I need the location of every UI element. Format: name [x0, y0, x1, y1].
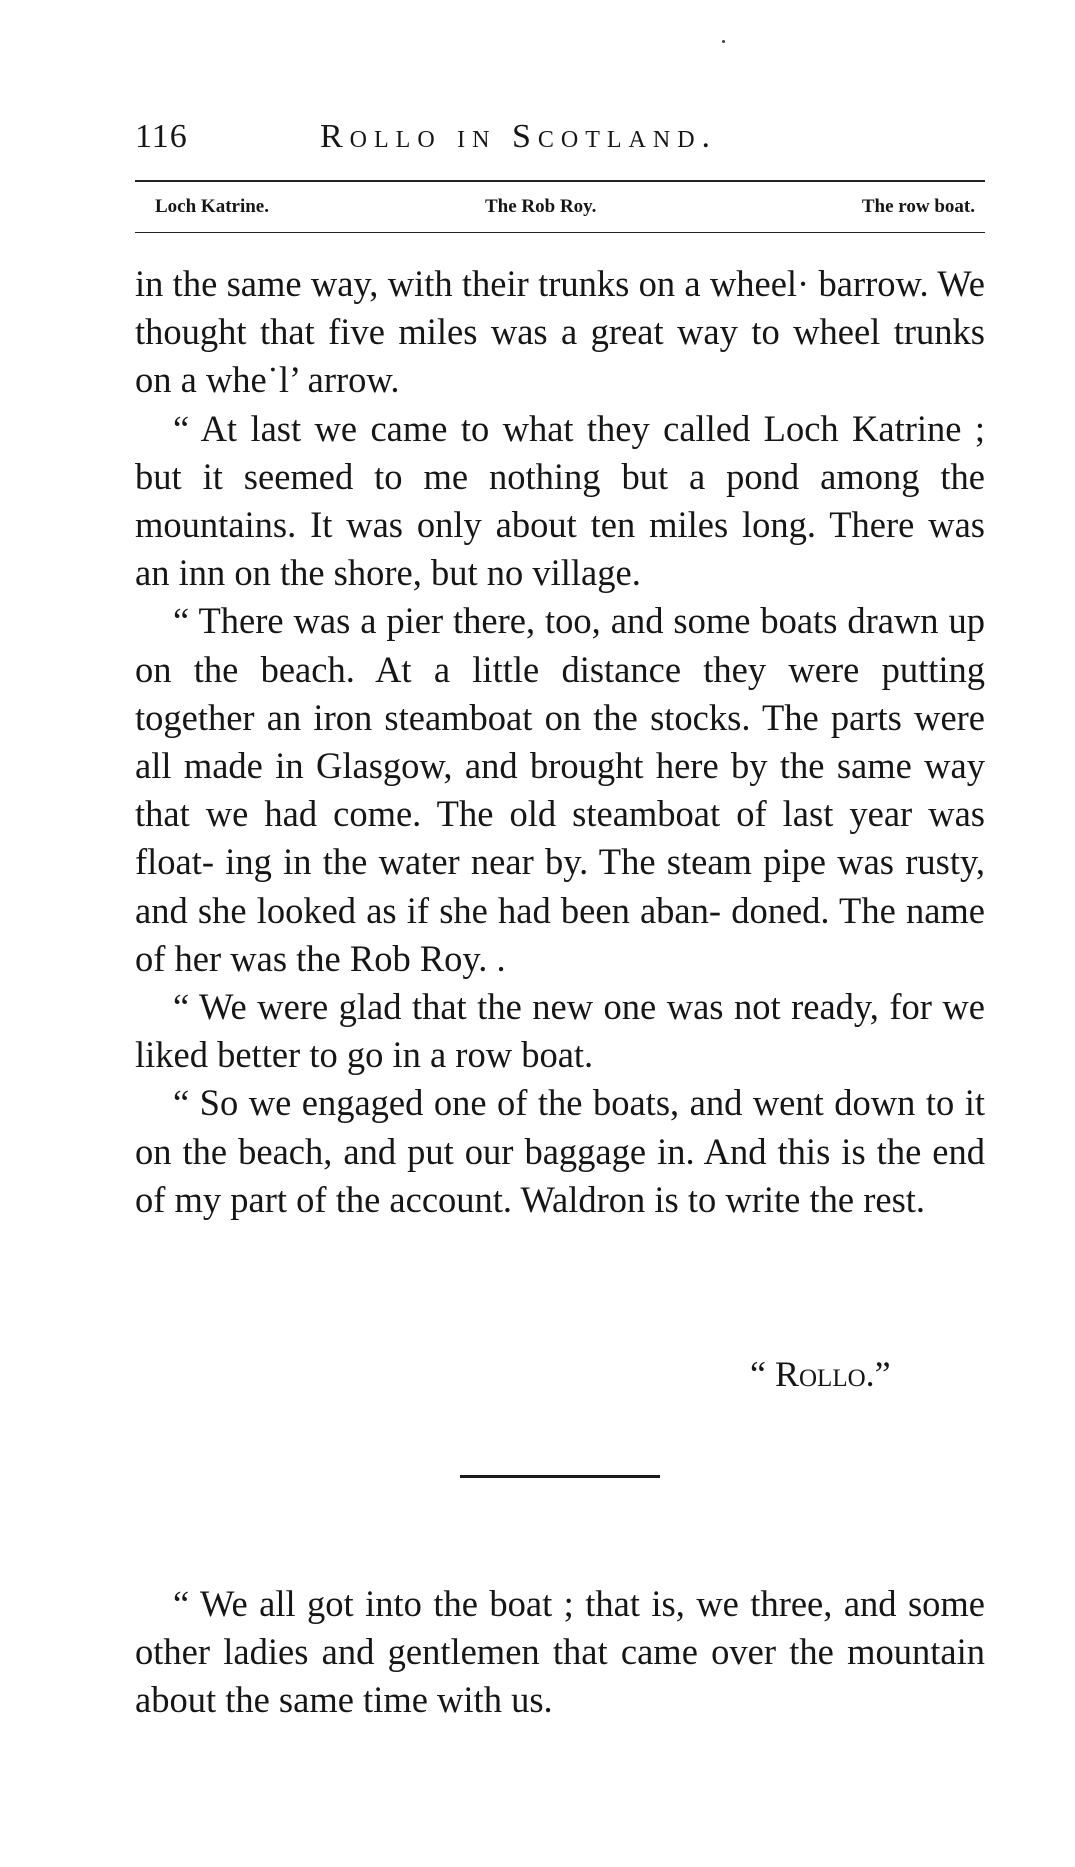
paragraph: “ We all got into the boat ; that is, we three, and some other ladies and gentlemen that came over the mountain about the same time with us.	[135, 1583, 985, 1721]
narrative-text	[135, 1580, 985, 1725]
paragraph: “ At last we came to what they called Loch Katrine ; but it seemed to me nothing but a pond among the mountains. It was only about ten miles long. There was an inn on the shore, but no village.	[135, 407, 985, 594]
letter-signature: “ Rollo.”	[750, 1354, 891, 1394]
section-divider	[460, 1475, 660, 1478]
paragraph: in the same way, with their trunks on a wheel· barrow. We thought that five miles was a great way to wheel trunks on a whe˙l’ arrow.	[135, 263, 985, 401]
header-rule-top	[135, 180, 985, 182]
letter-text	[135, 260, 985, 1224]
print-speck	[722, 40, 725, 43]
topic-headings	[155, 196, 975, 226]
paragraph: “ We were glad that the new one was not ready, for we liked better to go in a row boat.	[135, 986, 985, 1076]
header-rule-bottom	[135, 232, 985, 233]
book-title: Rollo in Scotland.	[320, 118, 718, 155]
paragraph: “ There was a pier there, too, and some boats drawn up on the beach. At a little distance they were putting together an iron steamboat on the stocks. The parts were all made in Glasgow, and brought here by the same way that we had come. The old steamboat of last year was float- ing in the water near by. The steam pipe was rusty, and she looked as if she had been aban- doned. The name of her was the Rob Roy. .	[135, 600, 985, 979]
page-number: 116	[135, 118, 188, 155]
topic-heading: Loch Katrine.	[155, 196, 269, 217]
topic-heading: The row boat.	[861, 196, 975, 217]
running-head	[135, 118, 985, 158]
paragraph: “ So we engaged one of the boats, and went down to it on the beach, and put our baggage in. And this is the end of my part of the account. Waldron is to write the rest.	[135, 1082, 985, 1220]
topic-heading: The Rob Roy.	[485, 196, 597, 217]
